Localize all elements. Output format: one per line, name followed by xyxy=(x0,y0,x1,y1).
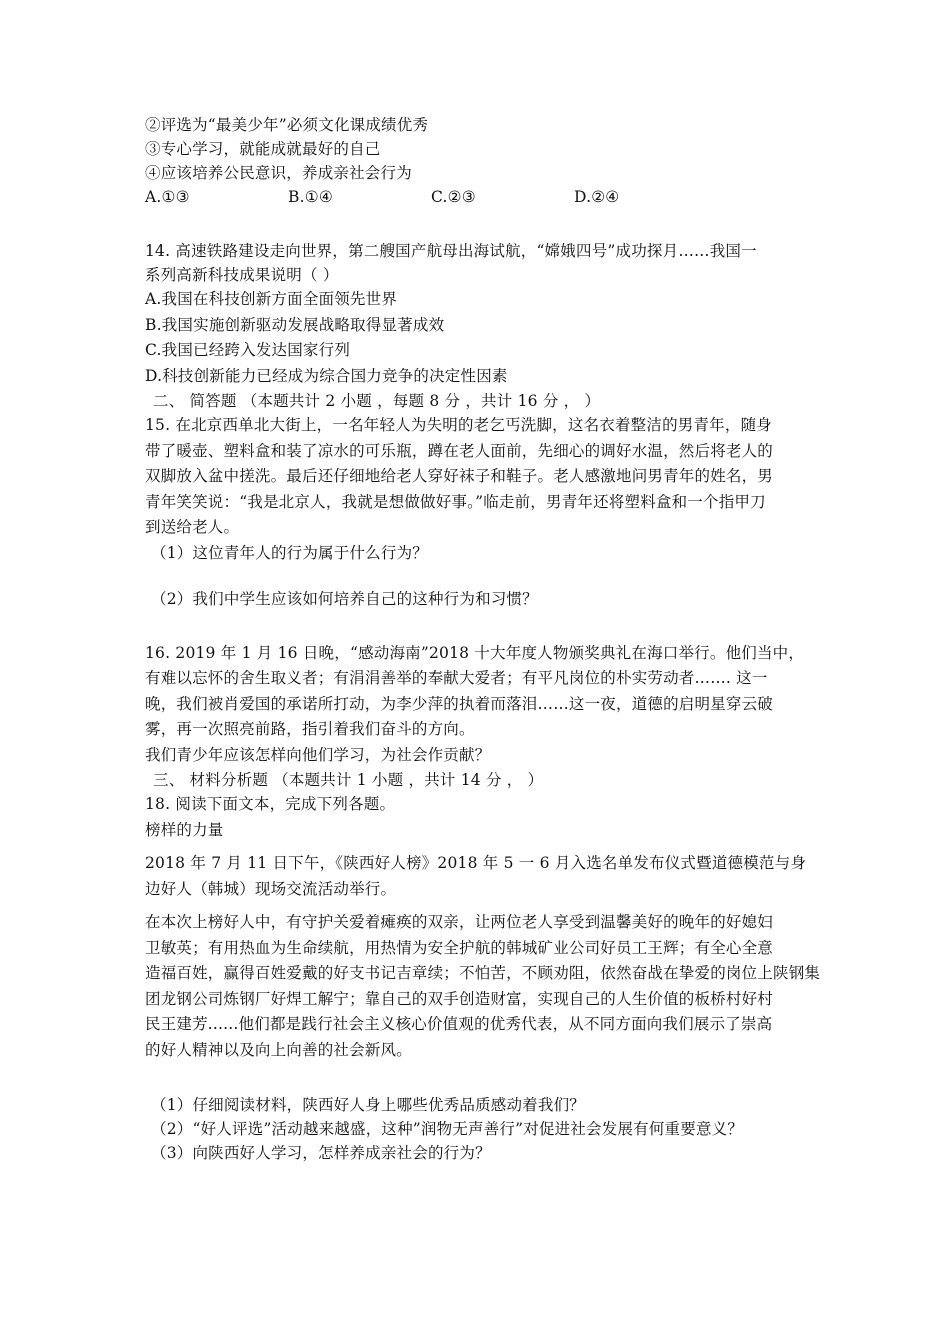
q18-paragraph-line: 卫敏英；有用热血为生命续航，用热情为安全护航的韩城矿业公司好员工王辉；有全心全意 xyxy=(145,938,774,957)
q18-paragraph-line: 2018 年 7 月 11 日下午，《陕西好人榜》2018 年 5 一 6 月入选名单发布仪式暨道德模范与身 xyxy=(145,854,807,872)
q16-stem-line: 有难以忘怀的舍生取义者；有涓涓善举的奉献大爱者；有平凡岗位的朴实劳动者……. 这一 xyxy=(145,669,768,687)
q15-stem xyxy=(145,413,810,541)
q15-stem-line: 15. 在北京西单北大街上，一名年轻人为失明的老乞丐洗脚，这名衣着整洁的男青年，随身 xyxy=(145,416,772,434)
q16-stem-line: 我们青少年应该怎样向他们学习，为社会作贡献？ xyxy=(145,745,491,764)
q18-sub-question: （1）仔细阅读材料，陕西好人身上哪些优秀品质感动着我们？ xyxy=(151,1096,585,1114)
q13-option-c: C.②③ xyxy=(431,188,476,206)
q18-paragraph-1 xyxy=(145,851,810,902)
q18-paragraph-line: 团龙钢公司炼钢厂好焊工解宁；靠自己的双手创造财富，实现自己的人生价值的板桥村好村 xyxy=(145,989,774,1008)
q15-sub-question-1: （1）这位青年人的行为属于什么行为？ xyxy=(151,543,428,562)
q14-stem-line: 14. 高速铁路建设走向世界，第二艘国产航母出海试航，“嫦娥四号”成功探月……我国一 xyxy=(145,242,757,260)
q13-option-a: A.①③ xyxy=(145,188,190,206)
q18-paragraph-line: 的好人精神以及向上向善的社会新风。 xyxy=(145,1040,412,1059)
q18-sub-question: （3）向陕西好人学习，怎样养成亲社会的行为？ xyxy=(151,1144,491,1162)
q18-sub-question: （2）“好人评选”活动越来越盛，这种”润物无声善行”对促进社会发展有何重要意义？ xyxy=(151,1120,744,1138)
q18-paragraph-line: 在本次上榜好人中，有守护关爱着瘫痪的双亲，让两位老人享受到温馨美好的晚年的好媳妇 xyxy=(145,913,774,931)
q15-stem-line: 青年笑笑说：“我是北京人，我就是想做做好事。”临走前，男青年还将塑料盒和一个指甲刀 xyxy=(145,492,766,511)
q13-option-d: D.②④ xyxy=(574,188,620,206)
exam-page xyxy=(145,113,821,1165)
q16-stem-line: 16. 2019 年 1 月 16 日晚，“感动海南”2018 十大年度人物颁奖典礼在海口举行。他们当中， xyxy=(145,643,805,662)
q18-sub-questions xyxy=(145,1093,810,1165)
q18-paragraph-line: 造福百姓，赢得百姓爱戴的好支书记吉章续；不怕苦，不顾劝阻，依然奋战在挚爱的岗位上陕钢集 xyxy=(145,964,821,982)
q18-material-title: 榜样的力量 xyxy=(145,820,224,839)
q18-intro: 18. 阅读下面文本，完成下列各题。 xyxy=(145,795,396,813)
q13-item: ④应该培养公民意识，养成亲社会行为 xyxy=(145,164,412,182)
section-2-header: 二、 简答题 （本题共计 2 小题 ，每题 8 分 ，共计 16 分 ， ） xyxy=(153,392,601,410)
q13-options xyxy=(145,185,810,209)
q13-item: ③专心学习，就能成就最好的自己 xyxy=(145,140,381,158)
q16-stem xyxy=(145,641,810,769)
q18-paragraph-line: 边好人（韩城）现场交流活动举行。 xyxy=(145,879,397,898)
q14-stem xyxy=(145,239,810,287)
q15-sub-question-2: （2）我们中学生应该如何培养自己的这种行为和习惯？ xyxy=(151,589,538,608)
q18-paragraph-2 xyxy=(145,910,821,1063)
section-3-header: 三、 材料分析题 （本题共计 1 小题 ，共计 14 分 ， ） xyxy=(153,771,544,789)
q14-options xyxy=(145,287,810,389)
q13-item: ②评选为“最美少年”必须文化课成绩优秀 xyxy=(145,116,429,134)
q15-stem-line: 双脚放入盆中搓洗。最后还仔细地给老人穿好袜子和鞋子。老人感激地问男青年的姓名，男 xyxy=(145,467,774,485)
q14-option-a: A.我国在科技创新方面全面领先世界 xyxy=(145,290,398,308)
q16-stem-line: 晚，我们被肖爱国的承诺所打动，为李少萍的执着而落泪……这一夜，道德的启明星穿云破 xyxy=(145,694,774,713)
q14-option-b: B.我国实施创新驱动发展战略取得显著成效 xyxy=(145,315,445,334)
q14-option-c: C.我国已经跨入发达国家行列 xyxy=(145,341,351,359)
q14-stem-line: 系列高新科技成果说明（ ） xyxy=(145,266,339,284)
q15-stem-line: 到送给老人。 xyxy=(145,518,240,536)
q13-items xyxy=(145,113,810,185)
q18-paragraph-line: 民王建芳......他们都是践行社会主义核心价值观的优秀代表，从不同方面向我们展示了崇高 xyxy=(145,1015,773,1033)
q13-option-b: B.①④ xyxy=(288,188,333,206)
q16-stem-line: 雾，再一次照亮前路，指引着我们奋斗的方向。 xyxy=(145,720,475,738)
q15-stem-line: 带了暖壶、塑料盒和装了凉水的可乐瓶，蹲在老人面前，先细心的调好水温，然后将老人的 xyxy=(145,441,774,460)
q14-option-d: D.科技创新能力已经成为综合国力竞争的决定性因素 xyxy=(145,366,508,385)
